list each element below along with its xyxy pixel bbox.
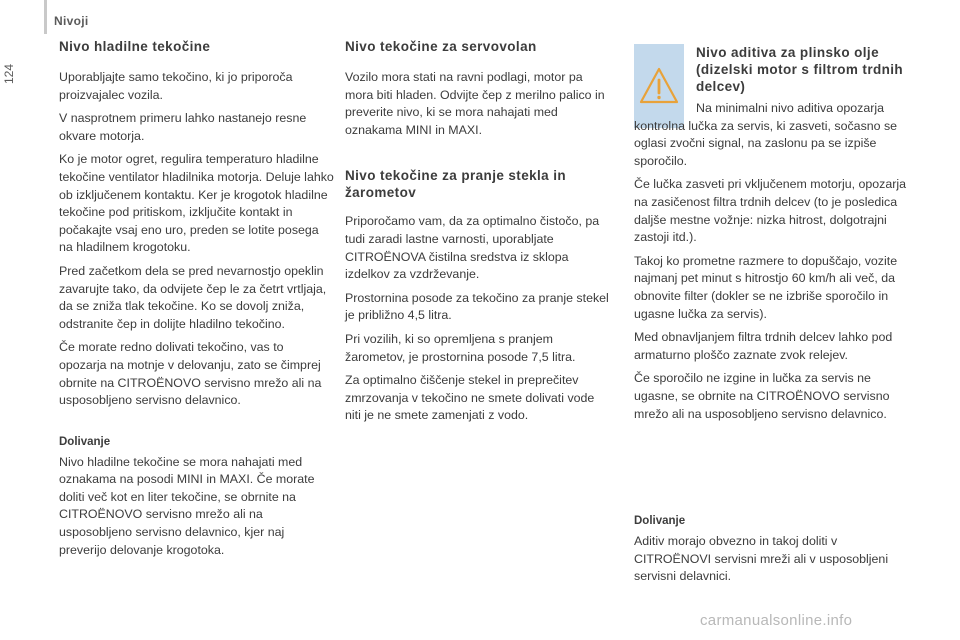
coolant-topup-text: Nivo hladilne tekočine se mora nahajati med oznakama na posodi MINI in MAXI. Če morate doliti več kot en liter tekočine, se obrnite na CITROËNOVO servisno mrežo ali na usposobljeno servisno delavnico, kjer naj preverijo delovanje krogotoka. bbox=[59, 454, 315, 557]
power-steering-title: Nivo tekočine za servovolan bbox=[345, 39, 537, 54]
washer-paragraph: Za optimalno čiščenje stekel in preprečitev zmrzovanja v tekočino ne smete dolivati vode niti je ne smete zamenjati z vodo. bbox=[345, 373, 595, 423]
section-label: Nivoji bbox=[54, 14, 89, 28]
column-coolant bbox=[59, 38, 334, 565]
coolant-paragraph: Pred začetkom dela se pred nevarnostjo opeklin zavarujte tako, da odvijete čep le za četrt vrtljaja, da se zniža tlak tekočine. Ko se dovolj zniža, odstranite čep in dolijte hladilno tekočino. bbox=[59, 263, 327, 331]
washer-title: Nivo tekočine za pranje stekla in žarometov bbox=[345, 168, 567, 201]
header-bar bbox=[44, 0, 47, 34]
additive-paragraph: Med obnavljanjem filtra trdnih delcev lahko pod armaturno ploščo zaznate zvok relejev. bbox=[634, 330, 893, 362]
washer-paragraph: Pri vozilih, ki so opremljena s pranjem žarometov, je prostornina posode 7,5 litra. bbox=[345, 331, 576, 364]
additive-paragraph: Takoj ko prometne razmere to dopuščajo, vozite najmanj pet minut s hitrostjo 60 km/h ali več, da obnovite filter (dokler se ne izbriše sporočilo in ugasne lučka za servis). bbox=[634, 253, 898, 321]
column-additive bbox=[634, 100, 914, 592]
additive-paragraph: Če lučka zasveti pri vključenem motorju, opozarja na zasičenost filtra trdnih delcev (to je posledica daljše mestne vožnje: nizka hitrost, dolgotrajni zastoji itd.). bbox=[634, 177, 907, 245]
page-number: 124 bbox=[2, 64, 16, 85]
additive-paragraph: Če sporočilo ne izgine in lučka za servis ne ugasne, se obrnite na CITROËNOVO servisno mrežo ali na usposobljeno servisno delavnico. bbox=[634, 371, 890, 421]
coolant-paragraph: Če morate redno dolivati tekočino, vas to opozarja na motnje v delovanju, zato se čimprej obrnite na CITROËNOVO servisno mrežo ali na usposobljeno servisno delavnico. bbox=[59, 340, 322, 408]
column-steering-washer bbox=[345, 38, 610, 431]
washer-paragraph: Prostornina posode za tekočino za pranje stekel je približno 4,5 litra. bbox=[345, 290, 609, 323]
washer-paragraph: Priporočamo vam, da za optimalno čistočo, pa tudi zaradi lastne varnosti, uporabljate CITROËNOVA čistilna sredstva iz sklopa izdelkov za vzdrževanje. bbox=[345, 214, 600, 282]
additive-topup-title: Dolivanje bbox=[634, 515, 686, 528]
coolant-paragraph: V nasprotnem primeru lahko nastanejo resne okvare motorja. bbox=[59, 111, 307, 143]
additive-topup-text: Aditiv morajo obvezno in takoj doliti v CITROËNOVI servisni mreži ali v usposobljeni servisni delavnici. bbox=[634, 534, 889, 584]
watermark: carmanualsonline.info bbox=[700, 612, 853, 629]
coolant-topup-title: Dolivanje bbox=[59, 435, 111, 448]
coolant-title: Nivo hladilne tekočine bbox=[59, 39, 211, 54]
power-steering-text: Vozilo mora stati na ravni podlagi, motor pa mora biti hladen. Odvijte čep z merilno palico in preverite nivo, ki se mora nahajati med oznakama MINI in MAXI. bbox=[345, 70, 605, 137]
coolant-paragraph: Ko je motor ogret, regulira temperaturo hladilne tekočine ventilator hladilnika motorja. Deluje lahko ob izključenem kontaktu. Ker je krogotok hladilne tekočine pod pritiskom, izključite kontakt in počakajte vsaj eno uro, preden se lotite posega na hladilnem krogotoku. bbox=[59, 152, 334, 255]
coolant-paragraph: Uporabljajte samo tekočino, ki jo priporoča proizvajalec vozila. bbox=[59, 70, 293, 102]
additive-title: Nivo aditiva za plinsko olje (dizelski motor s filtrom trdnih delcev) bbox=[696, 45, 904, 94]
additive-first-paragraph: Na minimalni nivo aditiva opozarja kontrolna lučka za servis, ki zasveti, sočasno se oglasi zvočni signal, na zaslonu pa se izpiše sporočilo. bbox=[634, 101, 898, 168]
